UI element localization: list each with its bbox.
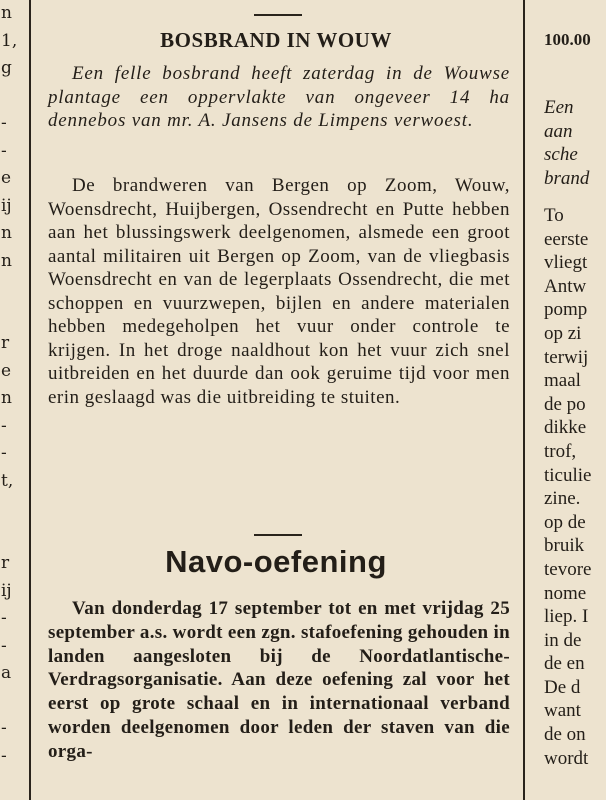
article2-title: Navo-oefening — [165, 544, 387, 579]
right-column-body-line: vliegt — [544, 252, 588, 274]
right-column-body-line: maal — [544, 370, 581, 392]
left-column-line: - — [1, 608, 7, 628]
left-column-line: - — [1, 718, 7, 738]
right-column-body-line: To — [544, 205, 564, 226]
column-rule-left — [29, 0, 31, 800]
right-column-body-line: zine. — [544, 488, 581, 510]
right-column-body-line: op de — [544, 511, 586, 533]
right-column-body-line: terwij — [544, 346, 589, 368]
right-column-lead-line: aan — [544, 120, 573, 142]
left-column-line: - — [1, 140, 7, 161]
left-column-line: - — [1, 415, 7, 436]
right-column-lead-line: sche — [544, 144, 578, 165]
left-column-line: e — [1, 360, 12, 381]
right-column-body-line: trof, — [544, 440, 577, 462]
left-column-line — [0, 688, 22, 716]
left-column-fragment — [0, 0, 22, 800]
left-column-line: t, — [1, 470, 14, 491]
separator-rule — [254, 14, 302, 16]
right-column-body-line: Antw — [544, 275, 587, 297]
right-column-body-line: de po — [544, 393, 586, 415]
right-column-body-line: de en — [544, 653, 585, 675]
article2-body: Van donderdag 17 september tot en met vrijdag 25 september a.s. wordt een zgn. stafoefening gehouden in landen aangesloten bij de Noordatlantische-Verdragsorganisatie. Aan deze oefening zal voor het eerst op grote schaal en in internationaal verband worden deelgenomen door leden der staven van die orga- — [48, 598, 510, 762]
left-column-line: - — [1, 635, 7, 656]
left-column-line: ij — [1, 195, 12, 216]
left-column-line: n — [1, 250, 12, 271]
article1-title: BOSBRAND IN WOUW — [160, 28, 392, 52]
left-column-line: - — [1, 113, 7, 133]
left-column-line — [0, 495, 22, 523]
right-column-lead-line: Een — [544, 97, 574, 118]
left-column-line: n — [1, 3, 12, 23]
right-column-body-line: de on — [544, 724, 586, 746]
right-column-body-line: ticulie — [544, 464, 592, 486]
left-column-line: r — [1, 333, 10, 353]
left-column-line: - — [1, 443, 7, 463]
left-column-line: ij — [1, 580, 12, 601]
right-column-lead — [544, 96, 589, 190]
left-column-line: - — [1, 745, 7, 766]
separator-rule — [254, 534, 302, 536]
right-column-body — [544, 204, 591, 770]
right-column-body-line: liep. I — [544, 606, 589, 628]
right-column-body-line: in de — [544, 629, 582, 651]
right-column-body-line: De d — [544, 676, 581, 698]
right-column-body-line: wordt — [544, 747, 589, 769]
left-column-line — [0, 275, 22, 303]
right-column-body-line: want — [544, 700, 581, 722]
right-column-body-line: dikke — [544, 417, 587, 439]
left-column-line — [0, 83, 22, 111]
right-column-body-line: tevore — [544, 558, 592, 580]
right-column-body-line: bruik — [544, 535, 585, 557]
main-column — [42, 0, 510, 800]
right-column-title: 100.00 — [544, 30, 591, 49]
left-column-line: e — [1, 168, 12, 188]
right-column-lead-line: brand — [544, 167, 590, 189]
column-rule-right — [523, 0, 525, 800]
right-column-fragment — [544, 0, 606, 800]
left-column-line: r — [1, 553, 10, 573]
left-column-line — [0, 523, 22, 551]
right-column-body-line: op zi — [544, 322, 582, 344]
left-column-line: 1, — [1, 30, 18, 51]
left-column-line: n — [1, 223, 12, 243]
left-column-line — [0, 303, 22, 331]
left-column-line: n — [1, 388, 12, 408]
right-column-body-line: eerste — [544, 228, 589, 250]
right-column-body-line: pomp — [544, 299, 588, 321]
article1-body: De brandweren van Bergen op Zoom, Wouw, Woensdrecht, Huijbergen, Ossendrecht en Putte hebben aan het blussingswerk deelgenomen, alsmede een groot aantal militairen uit Bergen op Zoom, van de vliegbasis Woensdrecht en van de legerplaats Ossendrecht, die met schoppen en vuurzwepen, bijlen en andere materialen hebben medegeholpen het vuur onder controle te krijgen. In het droge naaldhout kon het vuur zich snel uitbreiden en het duurde dan ook geruime tijd voor men erin geslaagd was die uitbreiding te stuiten. — [48, 175, 510, 408]
left-column-line: g — [1, 58, 12, 78]
left-column-line: a — [1, 663, 12, 683]
article1-lead: Een felle bosbrand heeft zaterdag in de Wouwse plantage een oppervlakte van ongeveer 14 ha dennebos van mr. A. Jansens de Limpens verwoest. — [48, 63, 510, 131]
right-column-body-line: nome — [544, 582, 587, 604]
